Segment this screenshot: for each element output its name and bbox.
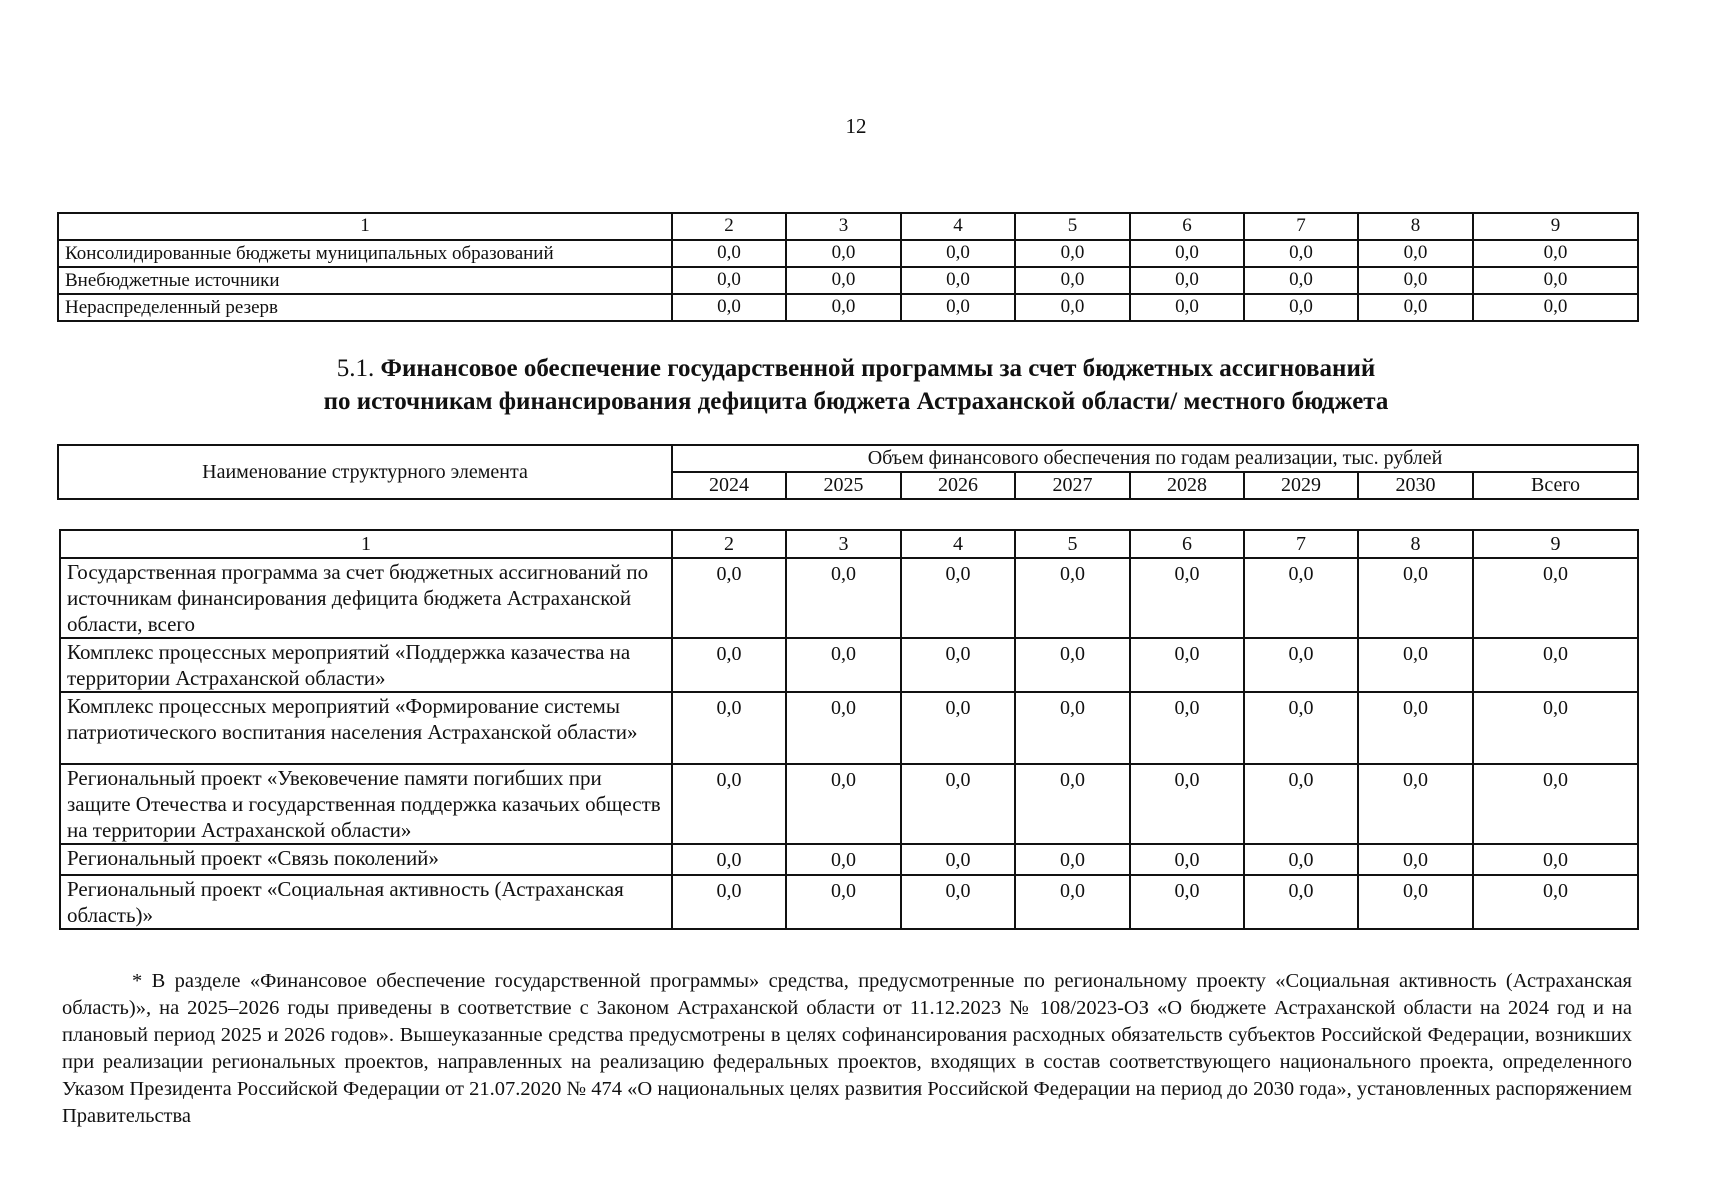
column-number: 6 [1130, 530, 1244, 558]
row-value: 0,0 [1473, 692, 1638, 764]
column-number-row [60, 530, 1638, 558]
row-value: 0,0 [901, 875, 1015, 929]
row-value: 0,0 [786, 692, 901, 764]
row-value: 0,0 [1244, 764, 1358, 844]
column-number: 8 [1358, 530, 1473, 558]
row-value: 0,0 [1015, 240, 1130, 267]
column-number: 4 [901, 213, 1015, 240]
column-number: 6 [1130, 213, 1244, 240]
row-value: 0,0 [1130, 875, 1244, 929]
name-column-header: Наименование структурного элемента [58, 445, 672, 499]
financing-table [59, 529, 1639, 930]
row-value: 0,0 [901, 844, 1015, 875]
row-value: 0,0 [901, 267, 1015, 294]
row-value: 0,0 [1244, 638, 1358, 692]
continuation-table [57, 212, 1639, 322]
row-value: 0,0 [1130, 764, 1244, 844]
row-value: 0,0 [1358, 844, 1473, 875]
row-value: 0,0 [1358, 692, 1473, 764]
volume-header: Объем финансового обеспечения по годам реализации, тыс. рублей [672, 445, 1638, 472]
row-value: 0,0 [1473, 638, 1638, 692]
row-value: 0,0 [1130, 267, 1244, 294]
year-header: 2026 [901, 472, 1015, 499]
year-header: 2028 [1130, 472, 1244, 499]
year-header: 2025 [786, 472, 901, 499]
year-header: 2027 [1015, 472, 1130, 499]
row-value: 0,0 [901, 692, 1015, 764]
row-value: 0,0 [672, 267, 786, 294]
row-value: 0,0 [786, 558, 901, 638]
table-row [58, 294, 1638, 321]
row-name: Региональный проект «Увековечение памяти погибших при защите Отечества и государственная поддержка казачьих обществ на территории Астраханской области» [60, 764, 672, 844]
row-value: 0,0 [1358, 240, 1473, 267]
row-value: 0,0 [901, 294, 1015, 321]
row-value: 0,0 [1015, 638, 1130, 692]
column-number: 9 [1473, 530, 1638, 558]
row-value: 0,0 [672, 844, 786, 875]
row-value: 0,0 [1244, 875, 1358, 929]
row-name: Государственная программа за счет бюджетных ассигнований по источникам финансирования дефицита бюджета Астраханской области, всего [60, 558, 672, 638]
row-name: Внебюджетные источники [58, 267, 672, 294]
row-value: 0,0 [786, 267, 901, 294]
row-value: 0,0 [1358, 875, 1473, 929]
row-name: Комплекс процессных мероприятий «Поддержка казачества на территории Астраханской области» [60, 638, 672, 692]
row-value: 0,0 [1244, 844, 1358, 875]
year-header: Всего [1473, 472, 1638, 499]
row-value: 0,0 [901, 558, 1015, 638]
row-value: 0,0 [672, 240, 786, 267]
column-number: 1 [58, 213, 672, 240]
row-value: 0,0 [1015, 764, 1130, 844]
row-value: 0,0 [1473, 875, 1638, 929]
page-number: 12 [845, 114, 867, 138]
column-number: 3 [786, 213, 901, 240]
table-row [60, 692, 1638, 764]
table-row [60, 764, 1638, 844]
column-number: 5 [1015, 530, 1130, 558]
row-value: 0,0 [1015, 558, 1130, 638]
row-value: 0,0 [1130, 294, 1244, 321]
column-number: 4 [901, 530, 1015, 558]
column-number: 7 [1244, 213, 1358, 240]
column-number: 9 [1473, 213, 1638, 240]
row-value: 0,0 [1244, 558, 1358, 638]
column-number: 5 [1015, 213, 1130, 240]
row-value: 0,0 [1473, 844, 1638, 875]
row-name: Консолидированные бюджеты муниципальных образований [58, 240, 672, 267]
row-value: 0,0 [786, 764, 901, 844]
row-value: 0,0 [786, 844, 901, 875]
footnote-text: * В разделе «Финансовое обеспечение государственной программы» средства, предусмотренные по региональному проекту «Социальная активность (Астраханская область)», на 2025–2026 годы приведены в соответствие с Законом Астраханской области от 11.12.2023 № 108/2023-ОЗ «О бюджете Астраханской области на 2024 год и на плановый период 2025 и 2026 годов». Вышеуказанные средства предусмотрены в целях софинансирования расходных обязательств субъектов Российской Федерации, возникших при реализации региональных проектов, направленных на реализацию федеральных проектов, входящих в состав соответствующего национального проекта, определенного Указом Президента Российской Федерации от 21.07.2020 № 474 «О национальных целях развития Российской Федерации на период до 2030 года», установленных распоряжением Правительства [62, 970, 1632, 1127]
row-value: 0,0 [672, 692, 786, 764]
row-name: Региональный проект «Связь поколений» [60, 844, 672, 875]
table-row [60, 638, 1638, 692]
table-row [60, 875, 1638, 929]
column-number: 7 [1244, 530, 1358, 558]
row-value: 0,0 [1358, 294, 1473, 321]
row-value: 0,0 [1473, 558, 1638, 638]
row-value: 0,0 [901, 764, 1015, 844]
column-number-row [58, 213, 1638, 240]
row-value: 0,0 [1130, 558, 1244, 638]
row-value: 0,0 [672, 638, 786, 692]
row-value: 0,0 [1015, 875, 1130, 929]
row-name: Нераспределенный резерв [58, 294, 672, 321]
column-number: 1 [60, 530, 672, 558]
row-value: 0,0 [1473, 764, 1638, 844]
table-row [58, 240, 1638, 267]
row-value: 0,0 [1130, 638, 1244, 692]
year-header: 2030 [1358, 472, 1473, 499]
row-value: 0,0 [1015, 844, 1130, 875]
row-value: 0,0 [1015, 692, 1130, 764]
row-value: 0,0 [786, 240, 901, 267]
row-name: Комплекс процессных мероприятий «Формирование системы патриотического воспитания населения Астраханской области» [60, 692, 672, 764]
section-title-line2: по источникам финансирования дефицита бюджета Астраханской области/ местного бюджета [323, 388, 1389, 415]
row-value: 0,0 [1244, 294, 1358, 321]
row-value: 0,0 [672, 558, 786, 638]
section-number: 5.1. [336, 355, 375, 382]
row-value: 0,0 [1130, 844, 1244, 875]
year-header: 2024 [672, 472, 786, 499]
column-number: 2 [672, 530, 786, 558]
row-value: 0,0 [672, 875, 786, 929]
row-value: 0,0 [1130, 240, 1244, 267]
column-number: 8 [1358, 213, 1473, 240]
row-value: 0,0 [786, 294, 901, 321]
row-value: 0,0 [1358, 558, 1473, 638]
row-name: Региональный проект «Социальная активность (Астраханская область)» [60, 875, 672, 929]
table-row [58, 267, 1638, 294]
section-title [0, 352, 1712, 418]
row-value: 0,0 [1358, 267, 1473, 294]
row-value: 0,0 [901, 240, 1015, 267]
row-value: 0,0 [1130, 692, 1244, 764]
section-title-line1: Финансовое обеспечение государственной программы за счет бюджетных ассигнований [380, 355, 1376, 382]
row-value: 0,0 [1473, 267, 1638, 294]
header-table [57, 444, 1639, 500]
row-value: 0,0 [1358, 764, 1473, 844]
row-value: 0,0 [1473, 294, 1638, 321]
row-value: 0,0 [786, 875, 901, 929]
row-value: 0,0 [1473, 240, 1638, 267]
table-row [60, 844, 1638, 875]
row-value: 0,0 [1244, 692, 1358, 764]
table-row [60, 558, 1638, 638]
column-number: 2 [672, 213, 786, 240]
row-value: 0,0 [901, 638, 1015, 692]
row-value: 0,0 [1015, 267, 1130, 294]
row-value: 0,0 [1358, 638, 1473, 692]
row-value: 0,0 [672, 294, 786, 321]
row-value: 0,0 [1015, 294, 1130, 321]
footnote [62, 968, 1632, 1130]
row-value: 0,0 [672, 764, 786, 844]
column-number: 3 [786, 530, 901, 558]
row-value: 0,0 [1244, 240, 1358, 267]
year-header: 2029 [1244, 472, 1358, 499]
row-value: 0,0 [1244, 267, 1358, 294]
row-value: 0,0 [786, 638, 901, 692]
